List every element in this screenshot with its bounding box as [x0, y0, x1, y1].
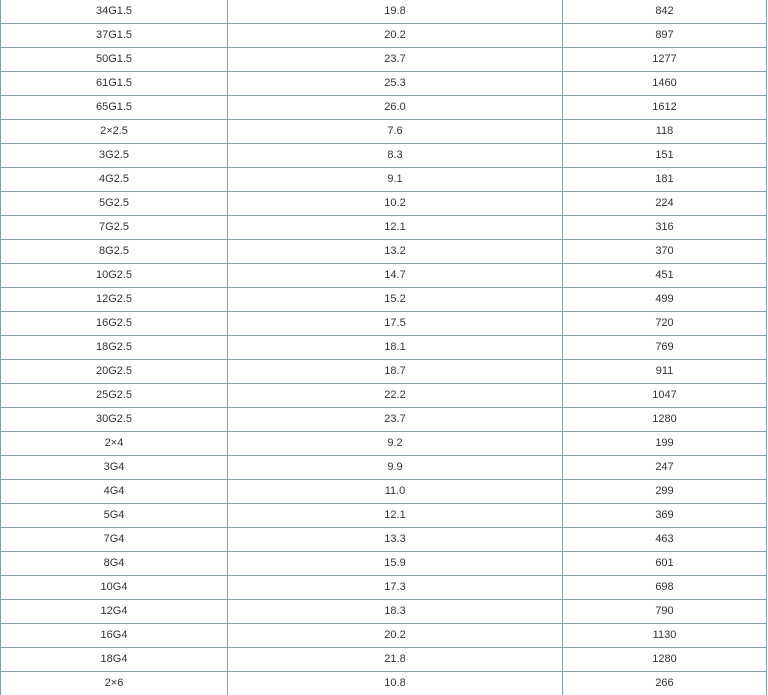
outer-diameter-cell: 9.9: [228, 456, 563, 480]
outer-diameter-cell: 19.8: [228, 0, 563, 24]
table-row: [1, 648, 767, 672]
cable-size-cell: 20G2.5: [1, 360, 228, 384]
weight-cell: 1280: [563, 408, 767, 432]
table-row: [1, 0, 767, 24]
table-row: [1, 312, 767, 336]
outer-diameter-cell: 14.7: [228, 264, 563, 288]
cable-size-cell: 2×4: [1, 432, 228, 456]
table-row: [1, 504, 767, 528]
outer-diameter-cell: 20.2: [228, 24, 563, 48]
table-row: [1, 360, 767, 384]
cable-size-cell: 65G1.5: [1, 96, 228, 120]
table-row: [1, 288, 767, 312]
cable-size-cell: 61G1.5: [1, 72, 228, 96]
weight-cell: 1612: [563, 96, 767, 120]
weight-cell: 601: [563, 552, 767, 576]
table-row: [1, 144, 767, 168]
weight-cell: 1460: [563, 72, 767, 96]
cable-size-cell: 3G2.5: [1, 144, 228, 168]
weight-cell: 1047: [563, 384, 767, 408]
table-row: [1, 600, 767, 624]
outer-diameter-cell: 17.5: [228, 312, 563, 336]
table-body: [1, 0, 767, 695]
weight-cell: 769: [563, 336, 767, 360]
cable-size-cell: 7G2.5: [1, 216, 228, 240]
cable-size-cell: 4G4: [1, 480, 228, 504]
outer-diameter-cell: 18.3: [228, 600, 563, 624]
table-row: [1, 72, 767, 96]
weight-cell: 151: [563, 144, 767, 168]
outer-diameter-cell: 18.7: [228, 360, 563, 384]
weight-cell: 720: [563, 312, 767, 336]
weight-cell: 499: [563, 288, 767, 312]
weight-cell: 247: [563, 456, 767, 480]
weight-cell: 1280: [563, 648, 767, 672]
table-row: [1, 96, 767, 120]
table-row: [1, 48, 767, 72]
weight-cell: 1130: [563, 624, 767, 648]
outer-diameter-cell: 7.6: [228, 120, 563, 144]
cable-size-cell: 25G2.5: [1, 384, 228, 408]
cable-size-cell: 10G4: [1, 576, 228, 600]
outer-diameter-cell: 13.2: [228, 240, 563, 264]
table-row: [1, 384, 767, 408]
table-row: [1, 168, 767, 192]
weight-cell: 118: [563, 120, 767, 144]
weight-cell: 266: [563, 672, 767, 695]
table-row: [1, 624, 767, 648]
outer-diameter-cell: 26.0: [228, 96, 563, 120]
table-row: [1, 552, 767, 576]
cable-size-cell: 16G4: [1, 624, 228, 648]
outer-diameter-cell: 10.8: [228, 672, 563, 695]
cable-size-cell: 12G2.5: [1, 288, 228, 312]
outer-diameter-cell: 15.2: [228, 288, 563, 312]
outer-diameter-cell: 20.2: [228, 624, 563, 648]
outer-diameter-cell: 8.3: [228, 144, 563, 168]
outer-diameter-cell: 12.1: [228, 504, 563, 528]
outer-diameter-cell: 21.8: [228, 648, 563, 672]
cable-size-cell: 50G1.5: [1, 48, 228, 72]
cable-size-cell: 16G2.5: [1, 312, 228, 336]
weight-cell: 463: [563, 528, 767, 552]
weight-cell: 369: [563, 504, 767, 528]
cable-size-cell: 2×2.5: [1, 120, 228, 144]
table-row: [1, 336, 767, 360]
outer-diameter-cell: 22.2: [228, 384, 563, 408]
table-row: [1, 192, 767, 216]
cable-size-cell: 7G4: [1, 528, 228, 552]
cable-size-cell: 18G2.5: [1, 336, 228, 360]
weight-cell: 842: [563, 0, 767, 24]
weight-cell: 299: [563, 480, 767, 504]
cable-size-cell: 8G4: [1, 552, 228, 576]
cable-size-cell: 8G2.5: [1, 240, 228, 264]
weight-cell: 370: [563, 240, 767, 264]
outer-diameter-cell: 23.7: [228, 408, 563, 432]
cable-size-cell: 5G2.5: [1, 192, 228, 216]
cable-size-cell: 4G2.5: [1, 168, 228, 192]
table-row: [1, 24, 767, 48]
weight-cell: 199: [563, 432, 767, 456]
table-row: [1, 432, 767, 456]
cable-size-cell: 5G4: [1, 504, 228, 528]
cable-size-cell: 34G1.5: [1, 0, 228, 24]
table-row: [1, 456, 767, 480]
weight-cell: 316: [563, 216, 767, 240]
weight-cell: 698: [563, 576, 767, 600]
cable-size-cell: 30G2.5: [1, 408, 228, 432]
cable-size-cell: 12G4: [1, 600, 228, 624]
cable-size-cell: 2×6: [1, 672, 228, 695]
cable-size-cell: 10G2.5: [1, 264, 228, 288]
outer-diameter-cell: 10.2: [228, 192, 563, 216]
outer-diameter-cell: 23.7: [228, 48, 563, 72]
weight-cell: 181: [563, 168, 767, 192]
weight-cell: 224: [563, 192, 767, 216]
outer-diameter-cell: 17.3: [228, 576, 563, 600]
outer-diameter-cell: 18.1: [228, 336, 563, 360]
cable-size-cell: 37G1.5: [1, 24, 228, 48]
weight-cell: 897: [563, 24, 767, 48]
table-row: [1, 216, 767, 240]
table-row: [1, 528, 767, 552]
table-row: [1, 480, 767, 504]
table-row: [1, 120, 767, 144]
cable-size-cell: 18G4: [1, 648, 228, 672]
table-row: [1, 240, 767, 264]
weight-cell: 1277: [563, 48, 767, 72]
table-row: [1, 576, 767, 600]
table-row: [1, 672, 767, 695]
outer-diameter-cell: 9.2: [228, 432, 563, 456]
outer-diameter-cell: 11.0: [228, 480, 563, 504]
outer-diameter-cell: 25.3: [228, 72, 563, 96]
table-row: [1, 264, 767, 288]
outer-diameter-cell: 12.1: [228, 216, 563, 240]
weight-cell: 911: [563, 360, 767, 384]
outer-diameter-cell: 13.3: [228, 528, 563, 552]
weight-cell: 451: [563, 264, 767, 288]
outer-diameter-cell: 9.1: [228, 168, 563, 192]
outer-diameter-cell: 15.9: [228, 552, 563, 576]
weight-cell: 790: [563, 600, 767, 624]
table-row: [1, 408, 767, 432]
cable-size-cell: 3G4: [1, 456, 228, 480]
